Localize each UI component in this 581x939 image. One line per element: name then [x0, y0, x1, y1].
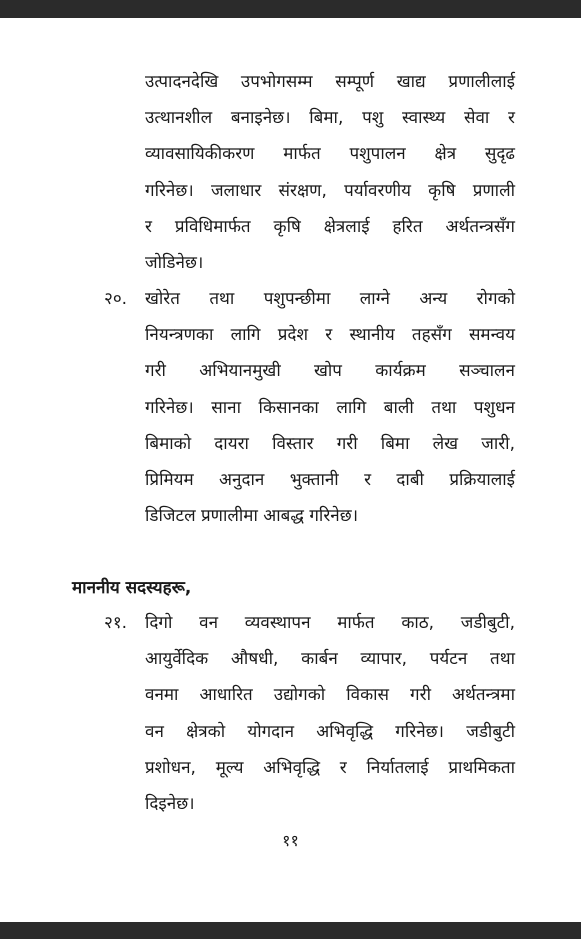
paragraph-line: दिगो वन व्यवस्थापन मार्फत काठ, जडीबुटी, [145, 613, 515, 633]
paragraph-line: गरिनेछ। साना किसानका लागि बाली तथा पशुधन [145, 397, 515, 418]
paragraph-line: वन क्षेत्रको योगदान अभिवृद्धि गरिनेछ। जडीबुटी [145, 721, 515, 742]
paragraph-line: उत्पादनदेखि उपभोगसम्म सम्पूर्ण खाद्य प्रणालीलाई [145, 72, 515, 92]
item-21-paragraph [145, 605, 515, 822]
paragraph-line: प्रशोधन, मूल्य अभिवृद्धि र निर्यातलाई प्राथमिकता [145, 757, 515, 778]
page-number: ११ [282, 831, 299, 850]
item-20-number: २०. [104, 289, 128, 309]
paragraph-line: प्रिमियम अनुदान भुक्तानी र दाबी प्रक्रियालाई [145, 470, 515, 491]
top-border-bar [0, 0, 581, 18]
section-heading: माननीय सदस्यहरू, [72, 578, 192, 598]
paragraph-line: जोडिनेछ। [145, 253, 204, 274]
paragraph-line: दिइनेछ। [145, 794, 195, 815]
item-20-paragraph [145, 281, 515, 534]
paragraph-line: र प्रविधिमार्फत कृषि क्षेत्रलाई हरित अर्थतन्त्रसँग [145, 216, 515, 237]
paragraph-line: डिजिटल प्रणालीमा आबद्ध गरिनेछ। [145, 506, 359, 527]
paragraph-line: बिमाको दायरा विस्तार गरी बिमा लेख जारी, [145, 433, 515, 454]
paragraph-line: वनमा आधारित उद्योगको विकास गरी अर्थतन्त्रमा [145, 685, 515, 706]
bottom-border-bar [0, 922, 581, 939]
item-21-number: २१. [104, 613, 128, 633]
paragraph-line: उत्थानशील बनाइनेछ। बिमा, पशु स्वास्थ्य सेवा र [145, 108, 515, 129]
paragraph-line: गरी अभियानमुखी खोप कार्यक्रम सञ्चालन [145, 361, 515, 382]
paragraph-line: नियन्त्रणका लागि प्रदेश र स्थानीय तहसँग समन्वय [145, 325, 515, 346]
continued-paragraph [145, 64, 515, 281]
paragraph-line: खोरेत तथा पशुपन्छीमा लाग्ने अन्य रोगको [145, 289, 515, 309]
paragraph-line: आयुर्वेदिक औषधी, कार्बन व्यापार, पर्यटन तथा [145, 649, 515, 670]
paragraph-line: गरिनेछ। जलाधार संरक्षण, पर्यावरणीय कृषि प्रणाली [145, 180, 515, 201]
paragraph-line: व्यावसायिकीकरण मार्फत पशुपालन क्षेत्र सुदृढ [145, 144, 515, 165]
